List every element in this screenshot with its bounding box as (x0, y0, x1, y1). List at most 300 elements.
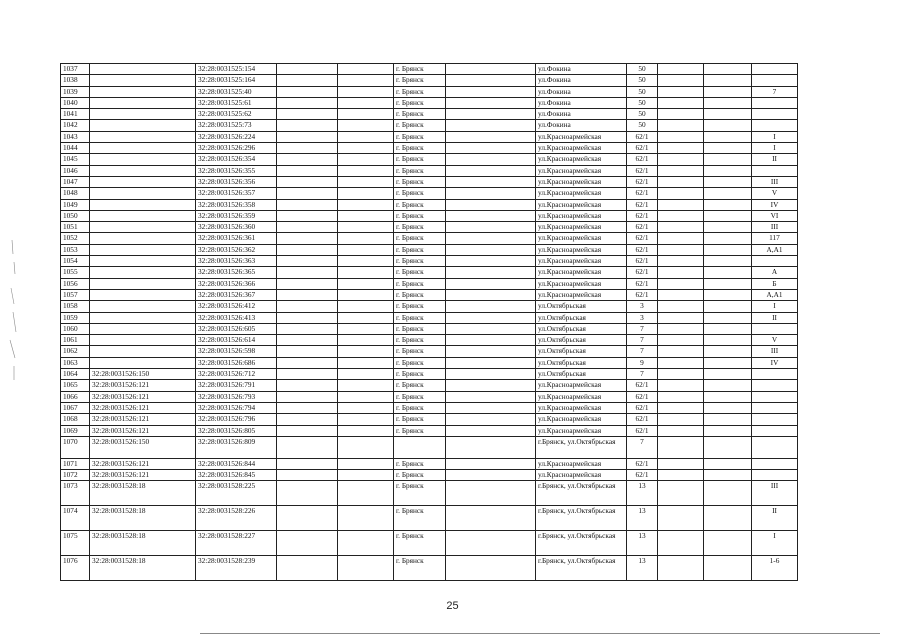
table-row (61, 312, 798, 323)
city-cell: г. Брянск (394, 458, 446, 469)
empty-cell (338, 301, 394, 312)
table-row (61, 97, 798, 108)
premises-cell (752, 470, 798, 481)
empty-cell (446, 64, 536, 75)
city-cell: г. Брянск (394, 210, 446, 221)
table-row (61, 301, 798, 312)
row-number: 1051 (61, 222, 90, 233)
empty-cell (658, 380, 704, 391)
house-number-cell: 7 (627, 436, 658, 458)
empty-cell (658, 481, 704, 506)
empty-cell (277, 86, 338, 97)
empty-cell (338, 289, 394, 300)
empty-cell (277, 278, 338, 289)
premises-cell: VI (752, 210, 798, 221)
empty-cell (277, 256, 338, 267)
empty-cell (446, 531, 536, 556)
row-number: 1040 (61, 97, 90, 108)
house-number-cell: 62/1 (627, 267, 658, 278)
row-number: 1059 (61, 312, 90, 323)
row-number: 1043 (61, 131, 90, 142)
premises-cell (752, 165, 798, 176)
empty-cell (658, 470, 704, 481)
street-cell: ул.Красноармейская (536, 380, 627, 391)
cadastral-number: 32:28:0031526:712 (196, 369, 277, 380)
empty-cell (338, 391, 394, 402)
empty-cell (658, 233, 704, 244)
table-row (61, 244, 798, 255)
empty-cell (277, 289, 338, 300)
row-number: 1044 (61, 143, 90, 154)
empty-cell (446, 256, 536, 267)
house-number-cell: 13 (627, 506, 658, 531)
parent-cadastral-number (90, 109, 196, 120)
city-cell: г. Брянск (394, 425, 446, 436)
empty-cell (704, 556, 752, 581)
premises-cell: I (752, 131, 798, 142)
empty-cell (338, 64, 394, 75)
empty-cell (338, 210, 394, 221)
empty-cell (704, 425, 752, 436)
street-cell: ул.Октябрьская (536, 346, 627, 357)
page-number: 25 (446, 600, 459, 612)
cadastral-number: 32:28:0031526:355 (196, 165, 277, 176)
empty-cell (338, 531, 394, 556)
cadastral-number: 32:28:0031526:845 (196, 470, 277, 481)
street-cell: ул.Октябрьская (536, 357, 627, 368)
premises-cell: А,А1 (752, 244, 798, 255)
city-cell: г. Брянск (394, 176, 446, 187)
empty-cell (446, 380, 536, 391)
empty-cell (704, 64, 752, 75)
parent-cadastral-number (90, 210, 196, 221)
empty-cell (446, 233, 536, 244)
street-cell: ул.Фокина (536, 97, 627, 108)
street-cell: ул.Октябрьская (536, 301, 627, 312)
empty-cell (446, 391, 536, 402)
house-number-cell: 7 (627, 323, 658, 334)
empty-cell (704, 188, 752, 199)
cadastral-number: 32:28:0031526:367 (196, 289, 277, 300)
cadastral-number: 32:28:0031526:359 (196, 210, 277, 221)
empty-cell (277, 120, 338, 131)
city-cell: г. Брянск (394, 267, 446, 278)
premises-cell (752, 425, 798, 436)
empty-cell (704, 402, 752, 413)
cadastral-number: 32:28:0031526:358 (196, 199, 277, 210)
empty-cell (704, 458, 752, 469)
empty-cell (277, 402, 338, 413)
empty-cell (704, 369, 752, 380)
empty-cell (704, 109, 752, 120)
house-number-cell: 62/1 (627, 199, 658, 210)
table-row (61, 470, 798, 481)
house-number-cell: 50 (627, 120, 658, 131)
cadastral-number: 32:28:0031525:62 (196, 109, 277, 120)
house-number-cell: 62/1 (627, 222, 658, 233)
empty-cell (704, 289, 752, 300)
empty-cell (658, 346, 704, 357)
empty-cell (704, 481, 752, 506)
empty-cell (704, 357, 752, 368)
empty-cell (446, 131, 536, 142)
empty-cell (277, 176, 338, 187)
empty-cell (338, 335, 394, 346)
city-cell: г. Брянск (394, 199, 446, 210)
premises-cell: IV (752, 199, 798, 210)
city-cell: г. Брянск (394, 97, 446, 108)
empty-cell (704, 75, 752, 86)
street-cell: г.Брянск, ул.Октябрьская (536, 506, 627, 531)
empty-cell (704, 131, 752, 142)
row-number: 1065 (61, 380, 90, 391)
parent-cadastral-number: 32:28:0031526:121 (90, 380, 196, 391)
cadastral-number: 32:28:0031526:809 (196, 436, 277, 458)
empty-cell (446, 335, 536, 346)
parent-cadastral-number: 32:28:0031526:121 (90, 458, 196, 469)
empty-cell (446, 75, 536, 86)
empty-cell (338, 233, 394, 244)
empty-cell (277, 188, 338, 199)
street-cell: ул.Красноармейская (536, 458, 627, 469)
house-number-cell: 50 (627, 97, 658, 108)
street-cell: г.Брянск, ул.Октябрьская (536, 436, 627, 458)
empty-cell (704, 436, 752, 458)
street-cell: ул.Фокина (536, 86, 627, 97)
empty-cell (338, 75, 394, 86)
row-number: 1071 (61, 458, 90, 469)
empty-cell (446, 267, 536, 278)
cadastral-number: 32:28:0031526:357 (196, 188, 277, 199)
empty-cell (277, 481, 338, 506)
empty-cell (277, 369, 338, 380)
empty-cell (704, 346, 752, 357)
empty-cell (277, 109, 338, 120)
table-row (61, 357, 798, 368)
empty-cell (658, 222, 704, 233)
empty-cell (704, 143, 752, 154)
row-number: 1047 (61, 176, 90, 187)
house-number-cell: 13 (627, 481, 658, 506)
empty-cell (446, 481, 536, 506)
empty-cell (704, 199, 752, 210)
city-cell: г. Брянск (394, 86, 446, 97)
parent-cadastral-number: 32:28:0031526:121 (90, 470, 196, 481)
table-row (61, 369, 798, 380)
city-cell: г. Брянск (394, 165, 446, 176)
empty-cell (704, 97, 752, 108)
city-cell: г. Брянск (394, 75, 446, 86)
city-cell: г. Брянск (394, 391, 446, 402)
empty-cell (446, 301, 536, 312)
cadastral-number: 32:28:0031526:605 (196, 323, 277, 334)
empty-cell (658, 244, 704, 255)
empty-cell (338, 312, 394, 323)
empty-cell (658, 425, 704, 436)
premises-cell (752, 391, 798, 402)
house-number-cell: 50 (627, 75, 658, 86)
house-number-cell: 7 (627, 335, 658, 346)
cadastral-number: 32:28:0031526:296 (196, 143, 277, 154)
premises-cell: I (752, 301, 798, 312)
empty-cell (658, 188, 704, 199)
house-number-cell: 9 (627, 357, 658, 368)
empty-cell (446, 244, 536, 255)
empty-cell (338, 244, 394, 255)
table-row (61, 233, 798, 244)
premises-cell: Б (752, 278, 798, 289)
row-number: 1041 (61, 109, 90, 120)
table-row (61, 380, 798, 391)
row-number: 1053 (61, 244, 90, 255)
empty-cell (338, 556, 394, 581)
empty-cell (338, 436, 394, 458)
cadastral-number: 32:28:0031525:61 (196, 97, 277, 108)
empty-cell (277, 165, 338, 176)
empty-cell (658, 131, 704, 142)
house-number-cell: 50 (627, 109, 658, 120)
house-number-cell: 62/1 (627, 233, 658, 244)
empty-cell (277, 470, 338, 481)
empty-cell (658, 436, 704, 458)
parent-cadastral-number (90, 143, 196, 154)
empty-cell (446, 109, 536, 120)
row-number: 1069 (61, 425, 90, 436)
premises-cell: III (752, 176, 798, 187)
parent-cadastral-number (90, 335, 196, 346)
premises-cell: I (752, 143, 798, 154)
empty-cell (658, 402, 704, 413)
house-number-cell: 62/1 (627, 256, 658, 267)
empty-cell (704, 154, 752, 165)
empty-cell (277, 380, 338, 391)
empty-cell (338, 199, 394, 210)
house-number-cell: 62/1 (627, 188, 658, 199)
house-number-cell: 62/1 (627, 165, 658, 176)
row-number: 1038 (61, 75, 90, 86)
street-cell: ул.Октябрьская (536, 369, 627, 380)
premises-cell: IV (752, 357, 798, 368)
cadastral-number: 32:28:0031526:365 (196, 267, 277, 278)
empty-cell (338, 154, 394, 165)
empty-cell (704, 531, 752, 556)
city-cell: г. Брянск (394, 188, 446, 199)
footer-rule (200, 633, 880, 634)
city-cell: г. Брянск (394, 323, 446, 334)
empty-cell (446, 188, 536, 199)
empty-cell (658, 120, 704, 131)
premises-cell (752, 75, 798, 86)
premises-cell (752, 323, 798, 334)
city-cell: г. Брянск (394, 131, 446, 142)
city-cell: г. Брянск (394, 380, 446, 391)
street-cell: ул.Красноармейская (536, 222, 627, 233)
premises-cell (752, 458, 798, 469)
empty-cell (446, 346, 536, 357)
empty-cell (704, 380, 752, 391)
house-number-cell: 50 (627, 86, 658, 97)
scan-margin-marks (2, 240, 22, 390)
table-row (61, 210, 798, 221)
city-cell: г. Брянск (394, 109, 446, 120)
row-number: 1046 (61, 165, 90, 176)
premises-cell (752, 97, 798, 108)
street-cell: ул.Фокина (536, 64, 627, 75)
empty-cell (658, 86, 704, 97)
street-cell: ул.Фокина (536, 120, 627, 131)
empty-cell (277, 346, 338, 357)
parent-cadastral-number (90, 346, 196, 357)
cadastral-number: 32:28:0031526:361 (196, 233, 277, 244)
row-number: 1037 (61, 64, 90, 75)
row-number: 1039 (61, 86, 90, 97)
house-number-cell: 62/1 (627, 154, 658, 165)
row-number: 1072 (61, 470, 90, 481)
city-cell: г. Брянск (394, 120, 446, 131)
parent-cadastral-number (90, 131, 196, 142)
parent-cadastral-number (90, 86, 196, 97)
table-row (61, 154, 798, 165)
empty-cell (704, 165, 752, 176)
table-row (61, 289, 798, 300)
empty-cell (338, 278, 394, 289)
empty-cell (704, 267, 752, 278)
empty-cell (277, 244, 338, 255)
cadastral-number: 32:28:0031528:226 (196, 506, 277, 531)
city-cell: г. Брянск (394, 470, 446, 481)
cadastral-number: 32:28:0031528:239 (196, 556, 277, 581)
city-cell: г. Брянск (394, 369, 446, 380)
table-row (61, 323, 798, 334)
cadastral-number: 32:28:0031526:363 (196, 256, 277, 267)
parent-cadastral-number (90, 256, 196, 267)
table-row (61, 165, 798, 176)
parent-cadastral-number (90, 188, 196, 199)
empty-cell (277, 506, 338, 531)
row-number: 1045 (61, 154, 90, 165)
table-row (61, 391, 798, 402)
empty-cell (658, 369, 704, 380)
cadastral-number: 32:28:0031526:356 (196, 176, 277, 187)
empty-cell (338, 131, 394, 142)
city-cell: г. Брянск (394, 233, 446, 244)
city-cell: г. Брянск (394, 256, 446, 267)
empty-cell (446, 556, 536, 581)
empty-cell (446, 369, 536, 380)
cadastral-number: 32:28:0031526:791 (196, 380, 277, 391)
street-cell: ул.Октябрьская (536, 335, 627, 346)
premises-cell (752, 120, 798, 131)
house-number-cell: 62/1 (627, 289, 658, 300)
city-cell: г. Брянск (394, 402, 446, 413)
register-table (60, 63, 798, 581)
row-number: 1067 (61, 402, 90, 413)
house-number-cell: 62/1 (627, 402, 658, 413)
empty-cell (277, 233, 338, 244)
empty-cell (277, 335, 338, 346)
cadastral-number: 32:28:0031526:224 (196, 131, 277, 142)
table-row (61, 75, 798, 86)
table-row (61, 481, 798, 506)
empty-cell (446, 154, 536, 165)
city-cell: г. Брянск (394, 312, 446, 323)
city-cell: г. Брянск (394, 481, 446, 506)
house-number-cell: 3 (627, 301, 658, 312)
premises-cell: III (752, 481, 798, 506)
row-number: 1058 (61, 301, 90, 312)
empty-cell (277, 391, 338, 402)
street-cell: ул.Красноармейская (536, 267, 627, 278)
empty-cell (338, 97, 394, 108)
table-row (61, 458, 798, 469)
empty-cell (704, 301, 752, 312)
empty-cell (446, 86, 536, 97)
empty-cell (658, 256, 704, 267)
empty-cell (446, 278, 536, 289)
empty-cell (338, 357, 394, 368)
street-cell: ул.Красноармейская (536, 154, 627, 165)
cadastral-number: 32:28:0031526:362 (196, 244, 277, 255)
empty-cell (277, 531, 338, 556)
street-cell: ул.Красноармейская (536, 256, 627, 267)
table-row (61, 131, 798, 142)
empty-cell (277, 436, 338, 458)
empty-cell (277, 64, 338, 75)
street-cell: ул.Октябрьская (536, 323, 627, 334)
empty-cell (277, 414, 338, 425)
empty-cell (446, 210, 536, 221)
empty-cell (277, 425, 338, 436)
cadastral-number: 32:28:0031526:794 (196, 402, 277, 413)
table-row (61, 556, 798, 581)
empty-cell (658, 97, 704, 108)
table-row (61, 199, 798, 210)
street-cell: ул.Красноармейская (536, 391, 627, 402)
city-cell (394, 436, 446, 458)
cadastral-number: 32:28:0031525:40 (196, 86, 277, 97)
empty-cell (277, 97, 338, 108)
empty-cell (704, 470, 752, 481)
empty-cell (446, 470, 536, 481)
city-cell: г. Брянск (394, 289, 446, 300)
empty-cell (338, 506, 394, 531)
empty-cell (704, 120, 752, 131)
cadastral-number: 32:28:0031526:598 (196, 346, 277, 357)
empty-cell (277, 556, 338, 581)
empty-cell (338, 402, 394, 413)
empty-cell (446, 120, 536, 131)
city-cell: г. Брянск (394, 222, 446, 233)
empty-cell (704, 312, 752, 323)
premises-cell (752, 402, 798, 413)
table-body (61, 64, 798, 581)
cadastral-number: 32:28:0031526:686 (196, 357, 277, 368)
empty-cell (658, 391, 704, 402)
city-cell: г. Брянск (394, 531, 446, 556)
empty-cell (277, 458, 338, 469)
empty-cell (338, 481, 394, 506)
empty-cell (704, 233, 752, 244)
table-row (61, 346, 798, 357)
premises-cell: III (752, 222, 798, 233)
cadastral-number: 32:28:0031526:796 (196, 414, 277, 425)
parent-cadastral-number (90, 120, 196, 131)
cadastral-number: 32:28:0031526:366 (196, 278, 277, 289)
street-cell: ул.Красноармейская (536, 199, 627, 210)
house-number-cell: 62/1 (627, 458, 658, 469)
premises-cell (752, 369, 798, 380)
cadastral-number: 32:28:0031525:164 (196, 75, 277, 86)
